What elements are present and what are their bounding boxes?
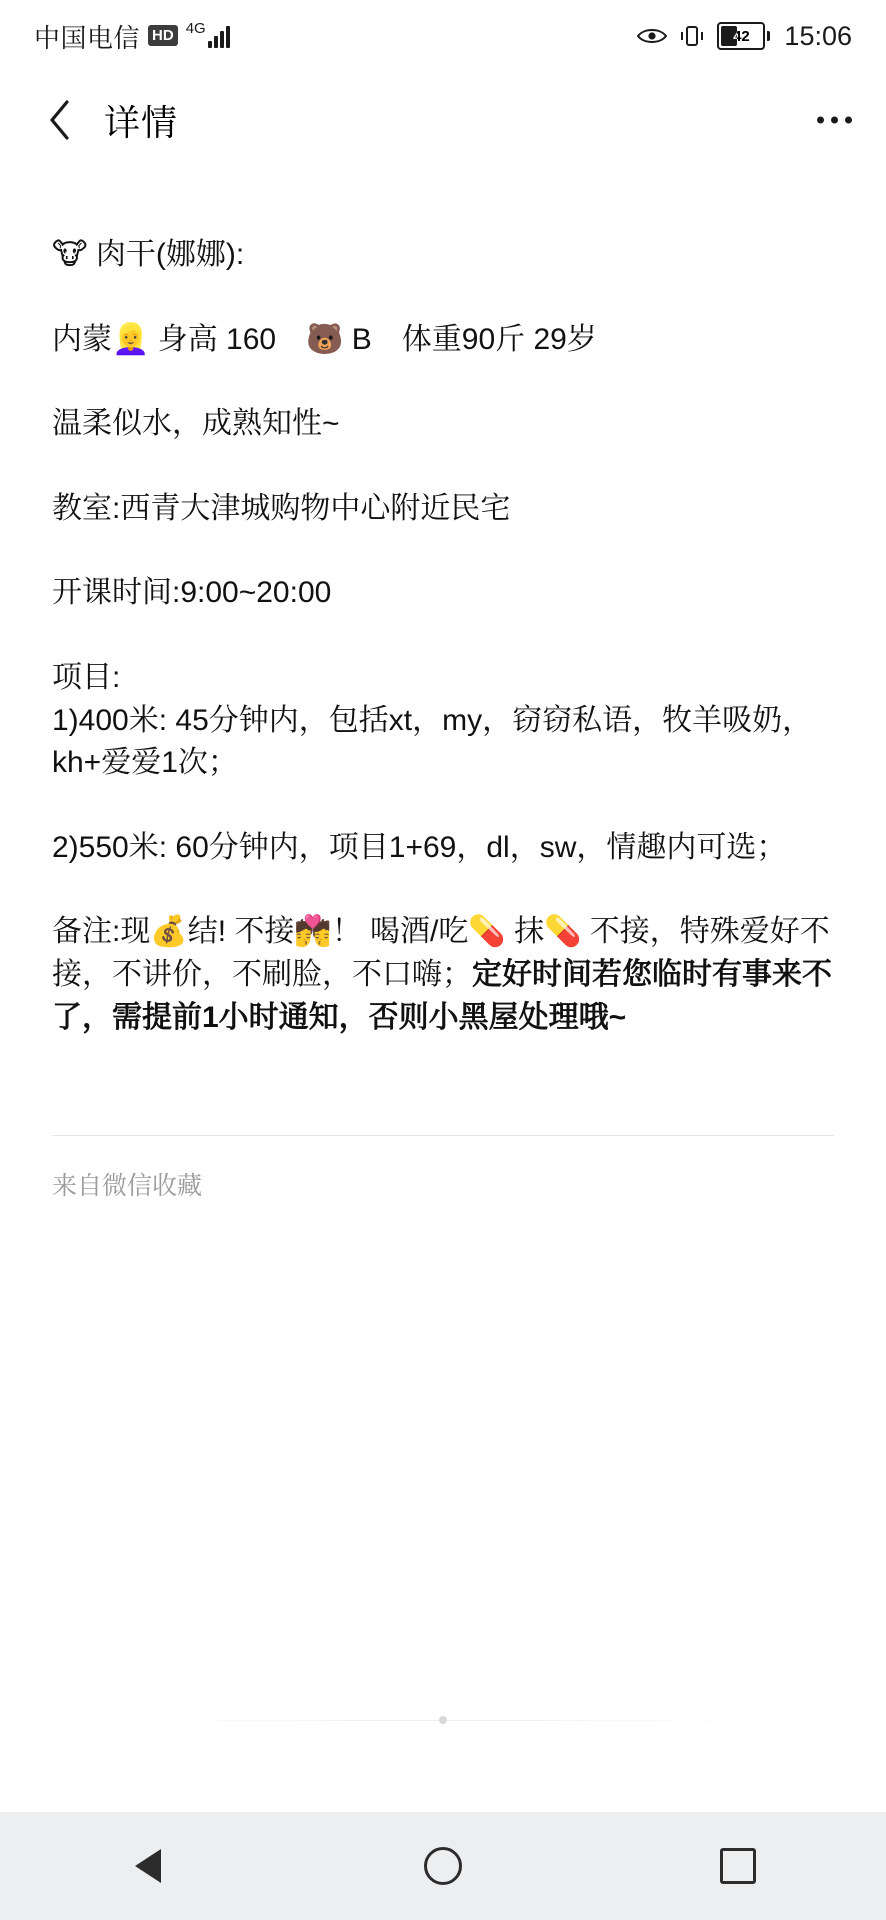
carrier-label: 中国电信 <box>34 22 141 53</box>
note-item-1: 1)400米: 45分钟内，包括xt，my，窃窃私语，牧羊吸奶，kh+爱爱1次； <box>52 703 813 780</box>
page-indicator-dot <box>439 1716 447 1724</box>
note-remark-text: 备注:现💰结! 不接💏！ 喝酒/吃💊 抹💊 不接，特殊爱好不接，不讲价，不刷脸，不口嗨； <box>52 915 830 991</box>
app-header <box>0 72 886 168</box>
note-remark-line <box>52 911 834 1039</box>
more-horizontal-icon-dot <box>817 117 824 124</box>
system-navigation-bar <box>0 1812 886 1920</box>
system-back-button[interactable] <box>93 1812 203 1920</box>
note-items-label: 项目: <box>52 660 121 694</box>
back-triangle-icon <box>135 1849 161 1883</box>
more-options-button[interactable] <box>817 117 852 124</box>
note-remark-bold: 定好时间若您临时有事来不了，需提前1小时通知，否则小黑屋处理哦~ <box>52 957 832 1034</box>
recents-square-icon <box>720 1848 756 1884</box>
home-circle-icon <box>424 1847 462 1885</box>
note-location-line: 教室:西青大津城购物中心附近民宅 <box>52 491 511 525</box>
more-horizontal-icon-dot <box>831 117 838 124</box>
source-label: 来自微信收藏 <box>52 1172 203 1201</box>
status-bar-right <box>637 21 852 52</box>
vibrate-mode-icon <box>679 24 705 48</box>
hd-badge: HD <box>148 25 178 46</box>
system-recents-button[interactable] <box>683 1812 793 1920</box>
status-bar-left <box>34 18 230 55</box>
clock-label: 15:06 <box>784 20 852 51</box>
network-indicator <box>185 20 230 48</box>
note-title-line: 🐮 肉干(娜娜): <box>52 238 245 271</box>
note-description-line: 温柔似水，成熟知性~ <box>52 407 340 441</box>
note-stats-line: 内蒙👱‍♀️ 身高 160 🐻 B 体重90斤 29岁 <box>52 322 597 356</box>
more-horizontal-icon-dot <box>845 117 852 124</box>
note-item-2: 2)550米: 60分钟内，项目1+69，dl，sw，情趣内可选； <box>52 830 787 864</box>
favorite-note-content <box>0 168 886 1039</box>
network-type-label: 4G <box>185 20 206 37</box>
back-button[interactable] <box>30 90 90 150</box>
battery-icon <box>717 22 770 50</box>
chevron-left-icon <box>47 98 73 142</box>
page-title: 详情 <box>104 101 179 143</box>
system-home-button[interactable] <box>388 1812 498 1920</box>
footer-divider <box>52 1135 834 1136</box>
battery-level-label: 42 <box>733 27 750 45</box>
note-time-line: 开课时间:9:00~20:00 <box>52 576 332 610</box>
eye-comfort-icon <box>637 26 667 46</box>
status-bar <box>0 0 886 72</box>
signal-strength-icon <box>208 24 230 48</box>
